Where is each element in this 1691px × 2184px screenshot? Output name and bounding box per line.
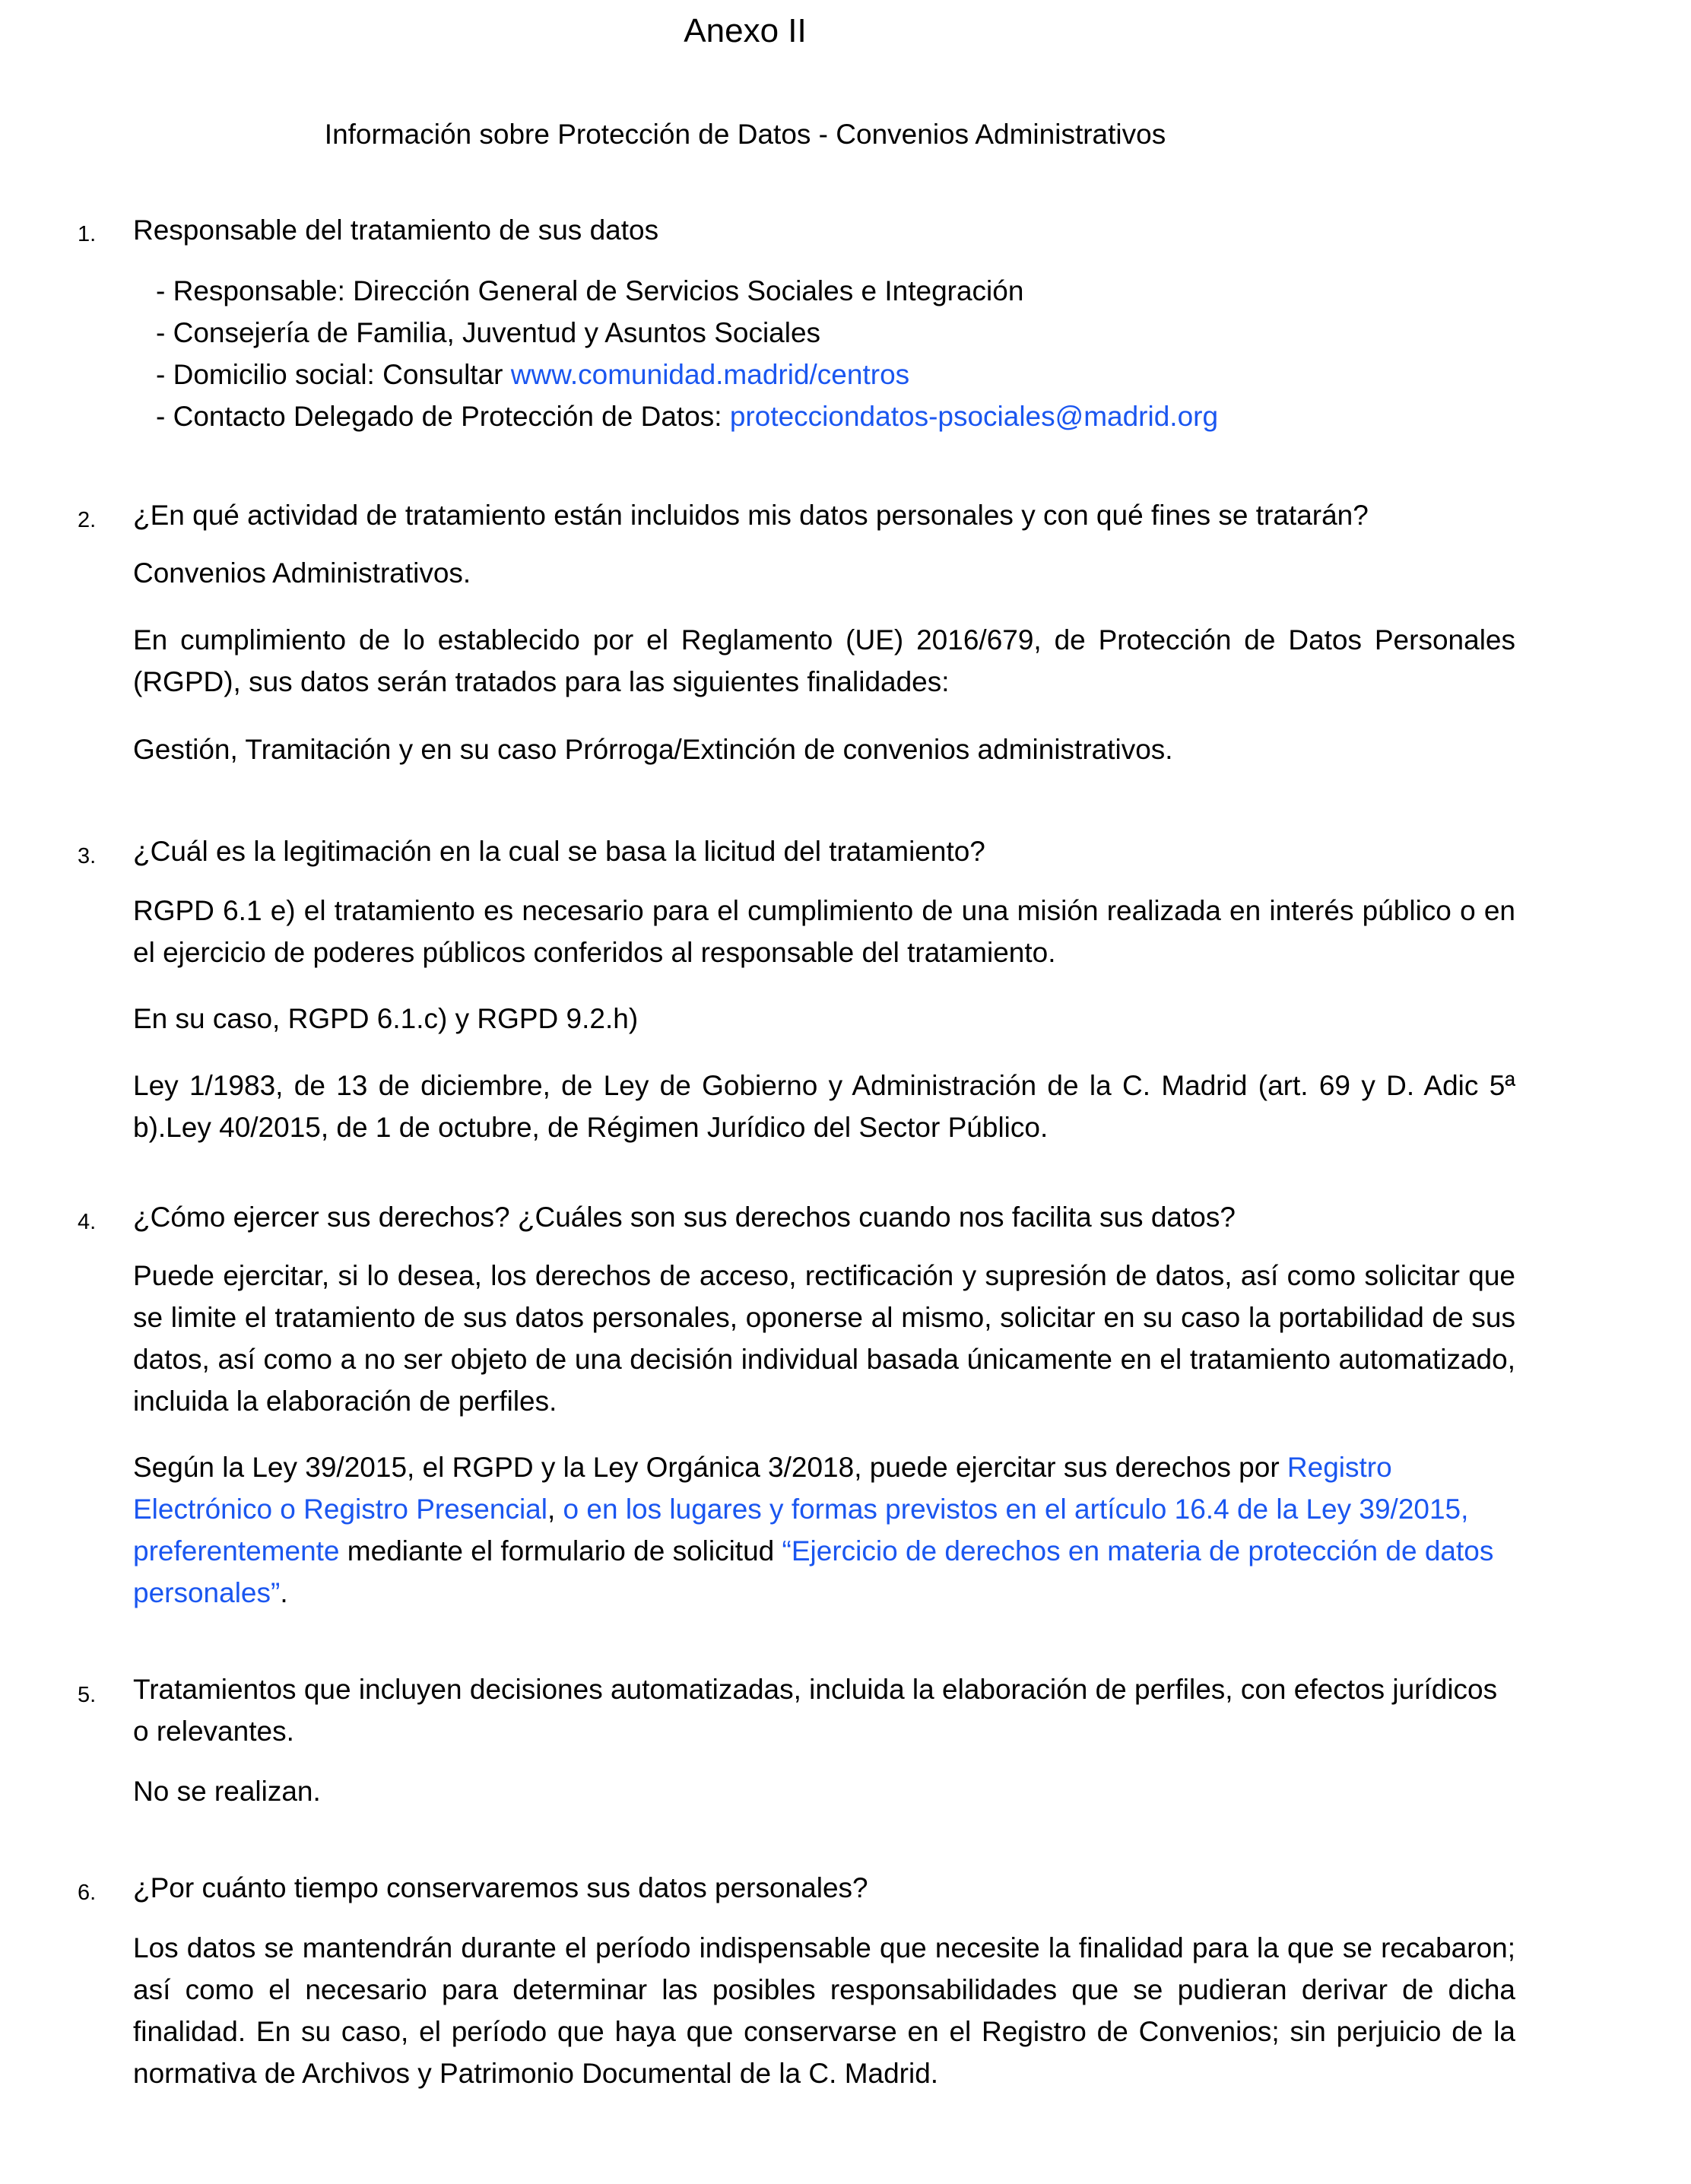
section-heading: ¿Cuál es la legitimación en la cual se basa la licitud del tratamiento?: [133, 836, 985, 867]
bullet-domicilio: - Domicilio social: Consultar www.comunidad.madrid/centros: [156, 359, 910, 390]
bullet-consejeria: - Consejería de Familia, Juventud y Asuntos Sociales: [156, 317, 821, 348]
section-heading: ¿Cómo ejercer sus derechos? ¿Cuáles son sus derechos cuando nos facilita sus datos?: [133, 1202, 1236, 1233]
bullet-responsable: - Responsable: Dirección General de Servicios Sociales e Integración: [156, 275, 1024, 306]
section-number: 6.: [78, 1881, 97, 1905]
section-number: 3.: [78, 844, 97, 868]
section-paragraph: Ley 1/1983, de 13 de diciembre, de Ley de Gobierno y Administración de la C. Madrid (art. 69 y D. Adic 5ª b).Ley 40/2015, de 1 de octubre, de Régimen Jurídico del Sector Público.: [133, 1070, 1515, 1143]
section-paragraph: Convenios Administrativos.: [133, 557, 471, 589]
section-heading: Responsable del tratamiento de sus datos: [133, 214, 659, 246]
section-paragraph: Gestión, Tramitación y en su caso Prórroga/Extinción de convenios administrativos.: [133, 734, 1173, 765]
section-paragraph: Puede ejercitar, si lo desea, los derechos de acceso, rectificación y supresión de datos, así como solicitar que se limite el tratamiento de sus datos personales, oponerse al mismo, solicitar en su caso la portabilidad de sus datos, así como a no ser objeto de una decisión individual basada únicamente en el tratamiento automatizado, incluida la elaboración de perfiles.: [133, 1260, 1515, 1417]
lugares-link[interactable]: o en los lugares y formas previstos en el artículo 16.4 de la Ley 39/2015, preferentemente: [133, 1494, 1469, 1567]
section-heading: ¿En qué actividad de tratamiento están incluidos mis datos personales y con qué fines se tratarán?: [133, 500, 1369, 531]
document-title: Anexo II: [684, 12, 807, 49]
section-paragraph: Los datos se mantendrán durante el período indispensable que necesite la finalidad para la que se recabaron; así como el necesario para determinar las posibles responsabilidades que se pudieran derivar de dicha finalidad. En su caso, el período que haya que conservarse en el Registro de Convenios; sin perjuicio de la normativa de Archivos y Patrimonio Documental de la C. Madrid.: [133, 1932, 1515, 2089]
bullet-contacto-dpd: - Contacto Delegado de Protección de Datos: protecciondatos-psociales@madrid.org: [156, 401, 1219, 432]
section-paragraph: RGPD 6.1 e) el tratamiento es necesario para el cumplimiento de una misión realizada en interés público o en el ejercicio de poderes públicos conferidos al responsable del tratamiento.: [133, 895, 1515, 968]
document-subtitle: Información sobre Protección de Datos - Convenios Administrativos: [324, 119, 1166, 150]
section-number: 4.: [78, 1210, 97, 1234]
formulario-link[interactable]: “Ejercicio de derechos en materia de protección de datos personales”: [133, 1535, 1494, 1608]
section-heading: ¿Por cuánto tiempo conservaremos sus datos personales?: [133, 1872, 868, 1903]
section-paragraph: En cumplimiento de lo establecido por el Reglamento (UE) 2016/679, de Protección de Datos Personales (RGPD), sus datos serán tratados para las siguientes finalidades:: [133, 624, 1515, 697]
section-heading: Tratamientos que incluyen decisiones automatizadas, incluida la elaboración de perfiles, con efectos jurídicos o relevantes.: [133, 1674, 1498, 1747]
section-paragraph: No se realizan.: [133, 1776, 321, 1807]
centros-link[interactable]: www.comunidad.madrid/centros: [510, 359, 910, 390]
section-number: 5.: [78, 1683, 97, 1707]
registro-link[interactable]: Registro Electrónico o Registro Presencial: [133, 1452, 1392, 1525]
section-number: 1.: [78, 222, 97, 246]
section-number: 2.: [78, 508, 97, 532]
section-paragraph: En su caso, RGPD 6.1.c) y RGPD 9.2.h): [133, 1003, 639, 1034]
rights-paragraph: Según la Ley 39/2015, el RGPD y la Ley Orgánica 3/2018, puede ejercitar sus derechos por Registro Electrónico o Registro Presencial, o en los lugares y formas previstos en el artículo 16.4 de la Ley 39/2015, preferentemente mediante el formulario de solicitud “Ejercicio de derechos en materia de protección de datos personales”.: [133, 1452, 1494, 1608]
dpd-email-link[interactable]: protecciondatos-psociales@madrid.org: [729, 401, 1219, 432]
